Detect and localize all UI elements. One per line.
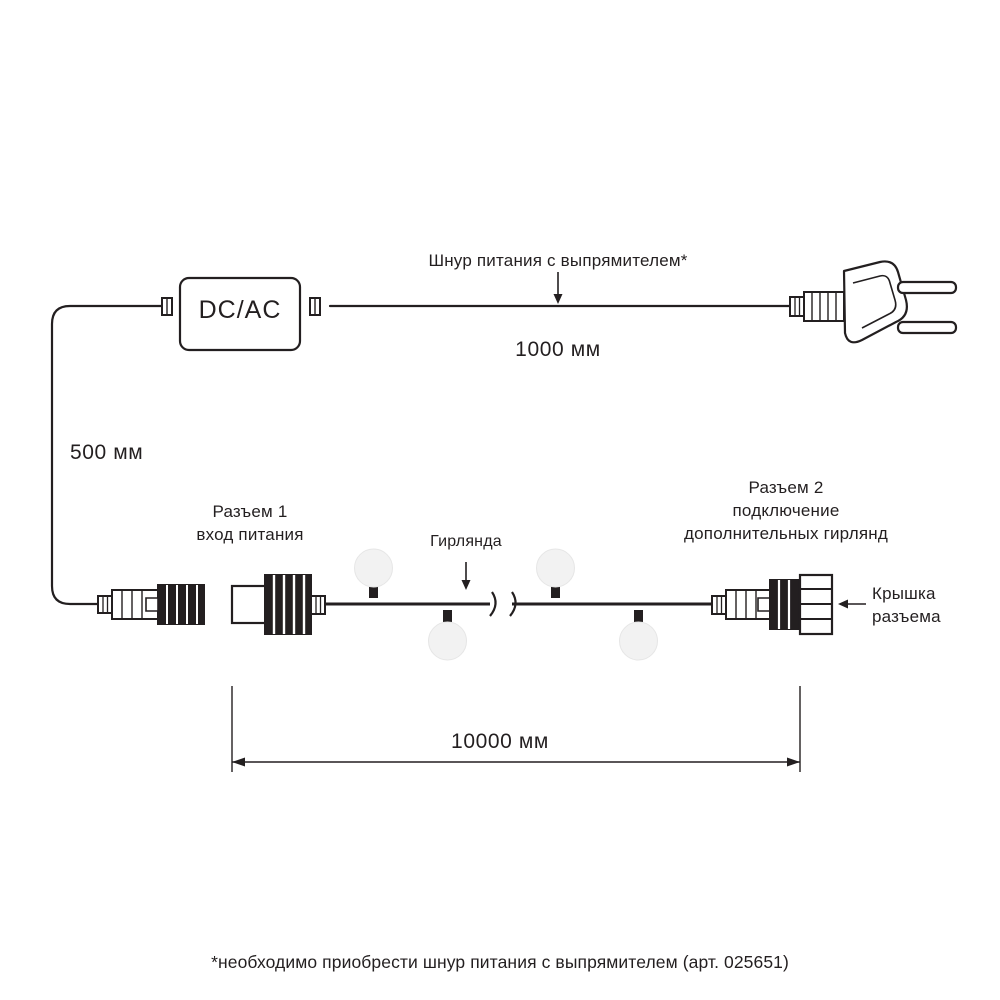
connector-1-socket	[232, 575, 325, 634]
garland-bulb	[537, 549, 575, 598]
label-dc-ac: DC/AC	[198, 296, 282, 324]
garland-bulb	[429, 610, 467, 660]
label-power-cord: Шнур питания с выпрямителем*	[428, 251, 688, 270]
cap-arrow	[838, 600, 866, 609]
label-cap-line2: разъема	[872, 607, 941, 626]
label-connector-2-line3: дополнительных гирлянд	[684, 524, 888, 543]
label-length-500mm: 500 мм	[70, 441, 144, 464]
garland-cable	[325, 592, 712, 616]
label-length-10000mm: 10000 мм	[451, 730, 549, 753]
garland-bulb	[620, 610, 658, 660]
label-connector-1-line1: Разъем 1	[212, 502, 288, 521]
garland-arrow	[462, 562, 471, 590]
garland-bulb	[355, 549, 393, 598]
label-garland: Гирлянда	[430, 533, 502, 550]
label-connector-2-line1: Разъем 2	[748, 478, 824, 497]
label-connector-2-line2: подключение	[732, 501, 840, 520]
footnote: *необходимо приобрести шнур питания с выпрямителем (арт. 025651)	[211, 952, 789, 972]
label-connector-1-line2: вход питания	[196, 525, 304, 544]
connector-cap	[800, 575, 832, 634]
input-connector-plug	[98, 585, 204, 624]
label-length-1000mm: 1000 мм	[515, 338, 601, 361]
mains-plug	[790, 261, 956, 342]
label-cap-line1: Крышка	[872, 584, 936, 603]
power-cord-arrow	[554, 272, 563, 304]
connector-2-socket	[712, 580, 800, 629]
